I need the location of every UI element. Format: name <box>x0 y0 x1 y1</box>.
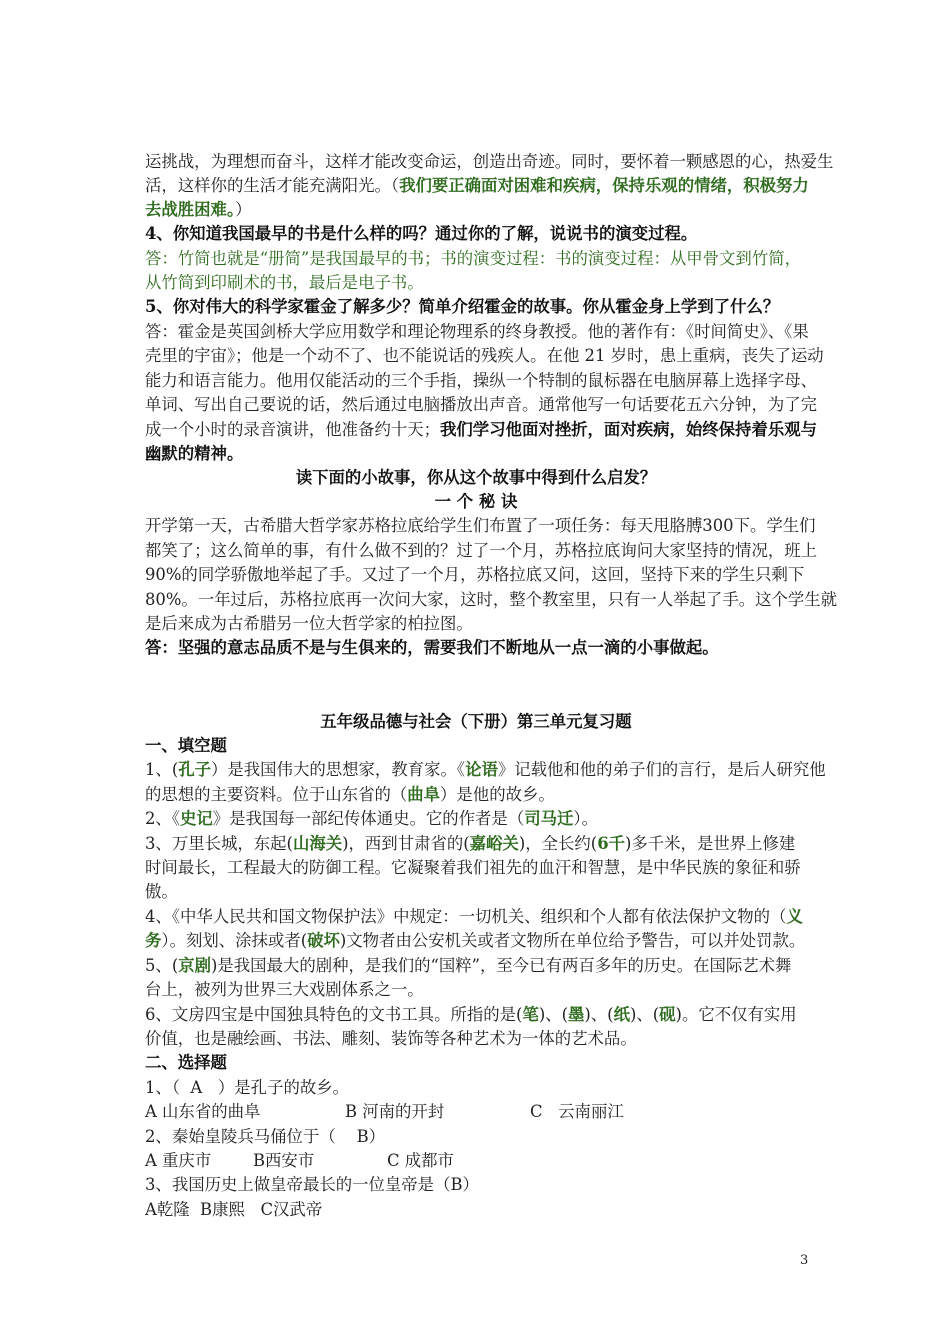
title-text: 五年级品德与社会（下册）第三单元复习题 <box>320 712 632 731</box>
answer-bold-text: 幽默的精神。 <box>145 444 244 463</box>
text: )、( <box>538 1005 568 1024</box>
answer-key: 司马迁 <box>524 809 574 828</box>
option-c: C 云南丽江 <box>530 1102 624 1121</box>
story-answer <box>145 636 825 660</box>
story-prompt <box>145 466 807 490</box>
text: 6、文房四宝是中国独具特色的文书工具。所指的是( <box>145 1005 523 1024</box>
answer-bold-text: 我们学习他面对挫折，面对疾病，始终保持着乐观与 <box>440 420 818 439</box>
text: )多千米，是世界上修建 <box>624 834 796 853</box>
heading-text: 一、填空题 <box>145 736 227 755</box>
answer-text: 壳里的宇宙》；他是一个动不了、也不能说话的残疾人。在他 21 岁时，患上重病，丧失了运动 <box>145 346 824 365</box>
answer-text: 从竹简到印刷术的书，最后是电子书。 <box>145 273 424 292</box>
text: )，全长约( <box>518 834 598 853</box>
story-text: 开学第一天，古希腊大哲学家苏格拉底给学生们布置了一项任务：每天甩胳膊300下。学生们 <box>145 516 816 535</box>
text: 的思想的主要资料。位于山东省的（ <box>145 785 408 804</box>
answer-key: 义 <box>786 907 803 926</box>
text: 价值，也是融绘画、书法、雕刻、装饰等各种艺术为一体的艺术品。 <box>145 1029 637 1048</box>
text: ）。 <box>573 809 598 828</box>
text: 1、( <box>145 760 179 779</box>
title-text: 一 个 秘 诀 <box>434 492 518 511</box>
question-text: 3、我国历史上做皇帝最长的一位皇帝是（B） <box>145 1175 479 1194</box>
choice-options-1 <box>145 1100 825 1124</box>
answer-key: 京剧 <box>178 956 211 975</box>
highlight-text: 我们要正确面对困难和疾病，保持乐观的情绪，积极努力 <box>399 176 809 195</box>
text: 运挑战，为理想而奋斗，这样才能改变命运，创造出奇迹。同时，要怀着一颗感恩的心，热爱生 <box>145 152 834 171</box>
text: )文物者由公安机关或者文物所在单位给予警告，可以并处罚款。 <box>339 931 806 950</box>
fill-item-1-cont <box>145 783 825 807</box>
answer-key: 砚 <box>659 1005 676 1024</box>
option-b: B西安市 <box>253 1151 315 1170</box>
fill-item-6 <box>145 1003 825 1027</box>
text: ） <box>235 200 252 219</box>
question-4 <box>145 222 825 246</box>
answer-key: 曲阜 <box>407 785 441 804</box>
answer-text: 成一个小时的录音演讲，他准备约十天； <box>145 420 441 439</box>
paragraph-line <box>145 174 825 198</box>
answer-text: 答：竹简也就是“册简”是我国最早的书；书的演变过程：书的演变过程：从甲骨文到竹简， <box>145 249 801 268</box>
text: 》记载他和他的弟子们的言行，是后人研究他 <box>497 760 826 779</box>
option-a: A 山东省的曲阜 <box>145 1102 261 1121</box>
text: 傲。 <box>145 882 178 901</box>
fill-item-5 <box>145 954 825 978</box>
question-text: 4、你知道我国最早的书是什么样的吗？通过你的了解，说说书的演变过程。 <box>145 224 698 243</box>
answer-line <box>145 369 825 393</box>
story-text: 80%。一年过后，苏格拉底再一次问大家，这时，整个教室里，只有一人举起了手。这个学生就 <box>145 590 838 609</box>
answer-key: 墨 <box>568 1005 585 1024</box>
choice-item-3 <box>145 1173 825 1197</box>
answer-text: 答：霍金是英国剑桥大学应用数学和理论物理系的终身教授。他的著作有：《时间简史》、《果 <box>145 322 809 341</box>
fill-item-4-cont <box>145 929 825 953</box>
answer-key: 破坏 <box>307 931 340 950</box>
text: )是我国最大的剧种，是我们的“国粹”，至今已有两百多年的历史。在国际艺术舞 <box>211 956 792 975</box>
answer-line <box>145 247 825 271</box>
question-text: 1、（ A ）是孔子的故乡。 <box>145 1078 350 1097</box>
options-text: A乾隆 B康熙 C汉武帝 <box>145 1200 323 1219</box>
choice-options-3 <box>145 1198 825 1222</box>
answer-key: 孔子 <box>178 760 211 779</box>
text: )。它不仅有实用 <box>675 1005 797 1024</box>
answer-text: 单词、写出自己要说的话，然后通过电脑播放出声音。通常他写一句话要花五六分钟，为了完 <box>145 395 818 414</box>
choice-options-2 <box>145 1149 825 1173</box>
answer-line <box>145 320 825 344</box>
text: 》是我国每一部纪传体通史。它的作者是（ <box>212 809 525 828</box>
answer-key: 纸 <box>613 1005 630 1024</box>
question-text: 5、你对伟大的科学家霍金了解多少？简单介绍霍金的故事。你从霍金身上学到了什么？ <box>145 297 780 316</box>
question-5 <box>145 295 825 319</box>
prompt-text: 读下面的小故事，你从这个故事中得到什么启发？ <box>295 468 657 487</box>
option-a: A 重庆市 <box>145 1151 212 1170</box>
text: 4、《中华人民共和国文物保护法》中规定：一切机关、组织和个人都有依法保护文物的（ <box>145 907 787 926</box>
fill-item-4 <box>145 905 825 929</box>
answer-line <box>145 418 825 442</box>
story-line <box>145 563 825 587</box>
text: 5、( <box>145 956 179 975</box>
fill-item-2 <box>145 807 825 831</box>
option-c: C 成都市 <box>387 1151 454 1170</box>
text: ）是我国伟大的思想家，教育家。《 <box>211 760 466 779</box>
text: ）。刻划、涂抹或者( <box>161 931 308 950</box>
answer-line <box>145 344 825 368</box>
story-text: 都笑了；这么简单的事，有什么做不到的？过了一个月，苏格拉底询问大家坚持的情况，班上 <box>145 541 818 560</box>
story-text: 是后来成为古希腊另一位大哲学家的柏拉图。 <box>145 614 473 633</box>
story-title <box>145 490 807 514</box>
text: 3、万里长城，东起( <box>145 834 293 853</box>
paragraph-line <box>145 198 825 222</box>
answer-text: 能力和语言能力。他用仅能活动的三个手指，操纵一个特制的鼠标器在电脑屏幕上选择字母、 <box>145 371 818 390</box>
fill-item-5-cont <box>145 978 825 1002</box>
answer-key: 史记 <box>180 809 213 828</box>
story-line <box>145 514 825 538</box>
fill-item-3 <box>145 832 825 856</box>
answer-line <box>145 271 825 295</box>
text: )，西到甘肃省的( <box>342 834 470 853</box>
answer-key: 6千 <box>597 834 625 853</box>
text: ）是他的故乡。 <box>440 785 555 804</box>
fill-item-3-cont <box>145 880 825 904</box>
text: 2、《 <box>145 809 181 828</box>
text: )、( <box>584 1005 614 1024</box>
answer-key: 山海关 <box>292 834 343 853</box>
highlight-text: 去战胜困难。 <box>145 200 236 219</box>
story-line <box>145 612 825 636</box>
text: 台上，被列为世界三大戏剧体系之一。 <box>145 980 424 999</box>
section-heading-fill <box>145 734 825 758</box>
answer-line <box>145 393 825 417</box>
choice-item-1 <box>145 1076 825 1100</box>
fill-item-1 <box>145 758 825 782</box>
text: )、( <box>629 1005 660 1024</box>
story-line <box>145 539 825 563</box>
section-heading-choice <box>145 1051 825 1075</box>
story-text: 90%的同学骄傲地举起了手。又过了一个月，苏格拉底又问，这回，坚持下来的学生只剩下 <box>145 565 805 584</box>
fill-item-6-cont <box>145 1027 825 1051</box>
page-number: 3 <box>800 1253 809 1268</box>
answer-key: 论语 <box>465 760 498 779</box>
answer-key: 嘉峪关 <box>469 834 519 853</box>
fill-item-3-cont <box>145 856 825 880</box>
question-text: 2、秦始皇陵兵马俑位于（ B） <box>145 1127 386 1146</box>
text: 时间最长，工程最大的防御工程。它凝聚着我们祖先的血汗和智慧，是中华民族的象征和骄 <box>145 858 801 877</box>
paragraph-line <box>145 150 834 174</box>
option-b: B 河南的开封 <box>345 1102 445 1121</box>
text: 活，这样你的生活才能充满阳光。（ <box>145 176 400 195</box>
answer-key: 笔 <box>522 1005 539 1024</box>
story-line <box>145 588 838 612</box>
choice-item-2 <box>145 1125 825 1149</box>
answer-line <box>145 442 825 466</box>
heading-text: 二、选择题 <box>145 1053 227 1072</box>
review-title <box>145 710 807 734</box>
answer-key: 务 <box>145 931 162 950</box>
answer-bold-text: 答：坚强的意志品质不是与生俱来的，需要我们不断地从一点一滴的小事做起。 <box>145 638 719 657</box>
